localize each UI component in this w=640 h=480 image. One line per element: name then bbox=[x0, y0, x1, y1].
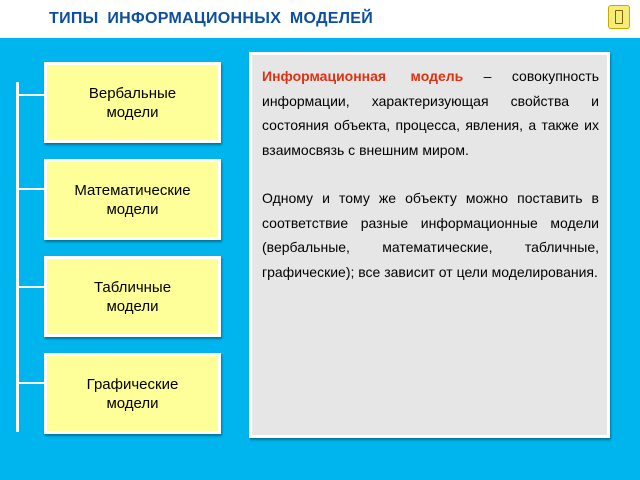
model-card-label: Табличные модели bbox=[93, 278, 172, 315]
model-card-label: Математические модели bbox=[74, 181, 191, 218]
page-icon bbox=[615, 10, 623, 24]
definition-panel bbox=[249, 52, 610, 438]
model-card-label: Вербальные модели bbox=[88, 84, 177, 121]
model-card-table[interactable] bbox=[44, 256, 221, 337]
definition-term: Информационная модель bbox=[262, 68, 464, 84]
nav-button[interactable] bbox=[608, 5, 630, 29]
model-card-label: Графические модели bbox=[86, 375, 179, 412]
header bbox=[0, 0, 640, 38]
definition-paragraph bbox=[262, 64, 599, 162]
model-card-math[interactable] bbox=[44, 159, 221, 240]
model-card-verbal[interactable] bbox=[44, 62, 221, 143]
definition-text: – совокупность информации, характеризующая свойства и состояния объекта, процесса, явления, а также их взаимосвязь с внешним миром. bbox=[262, 68, 599, 158]
model-card-graphic[interactable] bbox=[44, 353, 221, 434]
explanation-paragraph: Одному и тому же объекту можно поставить в соответствие разные информационные модели (вербальные, математические, табличные, графические); все зависит от цели моделирования. bbox=[262, 190, 599, 280]
page-title: ТИПЫ ИНФОРМАЦИОННЫХ МОДЕЛЕЙ bbox=[49, 10, 374, 27]
bracket-line bbox=[16, 82, 19, 432]
